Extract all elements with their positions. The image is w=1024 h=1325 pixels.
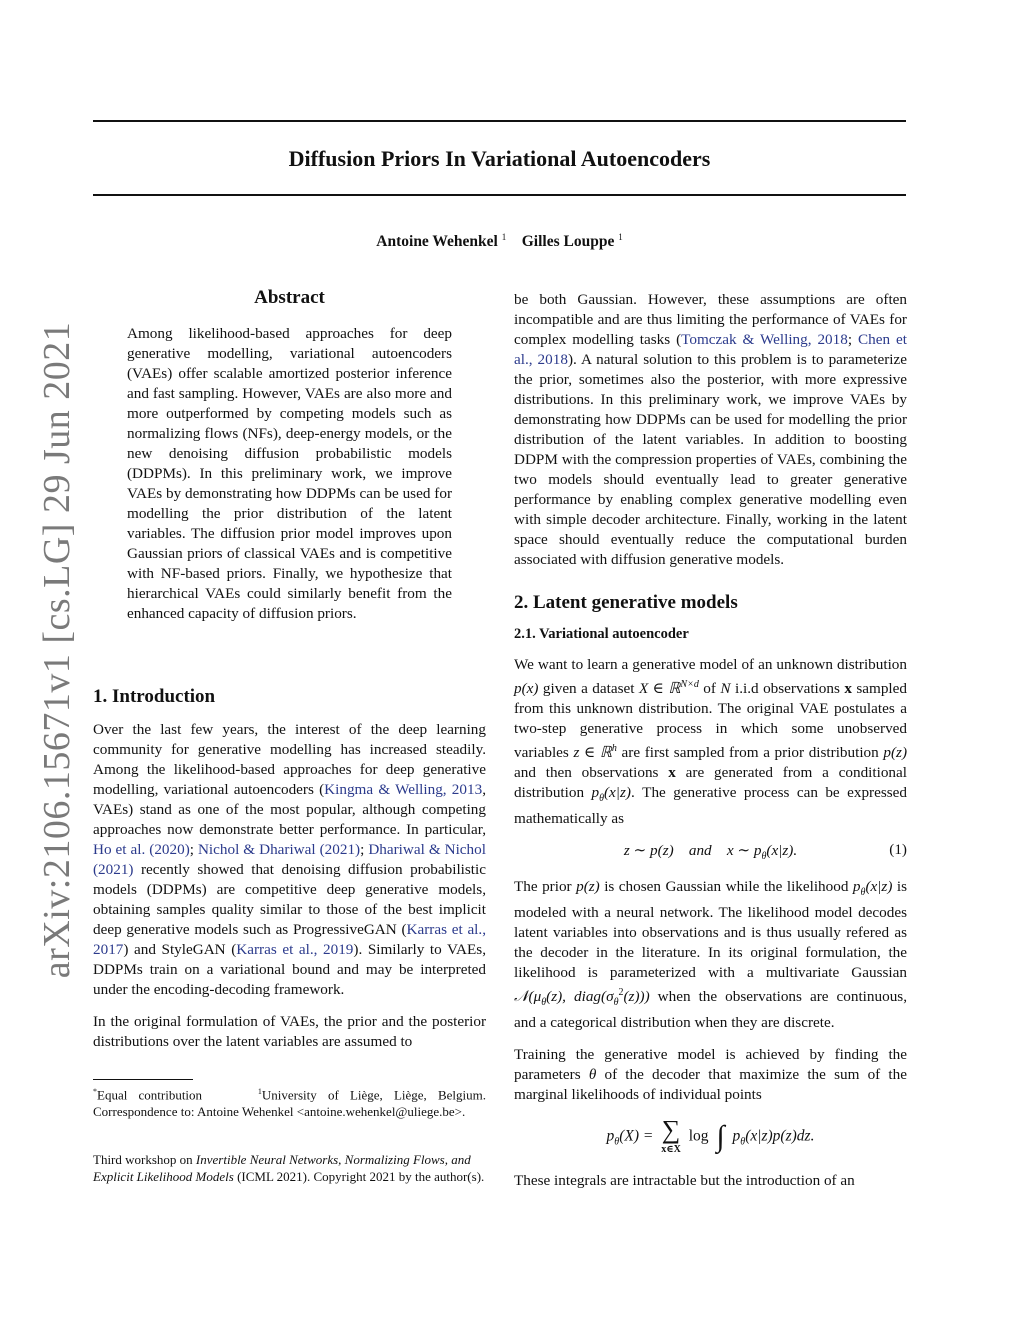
paragraph: These integrals are intractable but the introduction of an [514,1172,855,1190]
paragraph: Over the last few years, the interest of the deep learning community for generative modelling has increased steadily. Among the likelihood-based approaches for deep generative modelling, variational autoencoders (Kingma & Welling, 2013, VAEs) stand as one of the most popular, although competing approaches now demonstrate better performance. In particular, Ho et al. (2020); Nichol & Dhariwal (2021); Dhariwal & Nichol (2021) recently showed that denoising diffusion probabilistic models (DDPMs) are competitive deep generative models, obtaining samples quality similar to those of the best implicit deep generative models such as ProgressiveGAN (Karras et al., 2017) and StyleGAN (Karras et al., 2019). Similarly to VAEs, DDPMs train on a variational bound and may be interpreted under the encoding-decoding framework. [93,721,487,998]
left-column [93,686,486,1064]
paragraph: Training the generative model is achieved by finding the parameters θ of the decoder that maximize the sum of the marginal likelihoods of individual points [514,1046,907,1104]
right-column [514,290,907,1203]
citation-link[interactable]: Nichol & Dhariwal (2021) [197,841,361,858]
section-heading: 2. Latent generative models [514,592,738,613]
citation-link[interactable]: Karras et al., 2017 [93,921,486,958]
author-name: Gilles Louppe [521,233,615,251]
top-rule [93,120,906,122]
author-affiliation: 1 [618,232,623,242]
equation-1: z ∼ p(z) and x ∼ $p_\theta(x|z)$. (1) [623,841,907,863]
abstract-text: Among likelihood-based approaches for deep generative modelling, variational autoencoders (VAEs) offer scalable amortized posterior inference and fast sampling. However, VAEs are also more and more outperformed by competing models such as normalizing flows (NFs), deep-energy models, or the new denoising diffusion probabilistic models (DDPMs). In this preliminary work, we improve VAEs by demonstrating how DDPMs can be used for modelling the prior distribution of the latent variables. The diffusion prior model improves upon Gaussian priors of classical VAEs and is competitive with NF-based priors. Finally, we hypothesize that hierarchical VAEs could similarly benefit from the enhanced capacity of diffusion priors. [127,325,452,622]
abstract-heading: Abstract [254,287,325,308]
citation-link[interactable]: Ho et al. (2020) [93,841,190,858]
citation-link[interactable]: Tomczak & Welling, 2018 [681,331,848,348]
paragraph: In the original formulation of VAEs, the prior and the posterior distributions over the latent variables are assumed to [93,1013,486,1050]
sum-operator: ∑ x∈X [661,1115,681,1156]
subsection-heading: 2.1. Variational autoencoder [514,626,689,642]
footnote: *Equal contribution $^1$University of Liège, Liège, Belgium. Correspondence to: Antoine Wehenkel <antoine.wehenkel@uliege.be>. [93,1087,486,1120]
footnote-rule [93,1079,193,1080]
title-rule [93,194,906,196]
paragraph: We want to learn a generative model of an unknown distribution p(x) given a dataset X ∈ ℝ$^{N\times d}$ of N i.i.d observations x sampled from this unknown distribution. The original VAE postulates a two-step generative process in which some unobserved variables z ∈ ℝ$^h$ are first sampled from a prior distribution p(z) and then observations x are generated from a conditional distribution $p_\theta(x|z)$. The generative process can be expressed mathematically as [514,656,908,828]
equation-number: (1) [889,841,907,859]
citation-link[interactable]: Dhariwal & Nichol (2021) [93,841,486,878]
author-list [93,232,906,251]
integral-operator: ∫ [716,1120,725,1154]
author-name: Antoine Wehenkel [376,233,498,251]
section-heading: 1. Introduction [93,686,216,707]
arxiv-stamp: arXiv:2106.15671v1 [cs.LG] 29 Jun 2021 [36,321,78,979]
paragraph: be both Gaussian. However, these assumptions are often incompatible and are thus limiting the performance of VAEs for complex modelling tasks (Tomczak & Welling, 2018; Chen et al., 2018). A natural solution to this problem is to parameterize the prior, sometimes also the posterior, with more expressive distributions. In this preliminary work, we improve VAEs by demonstrating how DDPMs can be used for modelling the prior distribution of the latent variables. In addition to boosting DDPM with the compression properties of VAEs, combining the two models should eventually lead to greater generative performance by enabling complex generative modelling even with simple decoder architecture. Finally, working in the latent space should eventually reduce the computational burden associated with diffusion generative models. [514,291,907,568]
workshop-note: Third workshop on Invertible Neural Networks, Normalizing Flows, and Explicit Likelihood Models (ICML 2021). Copyright 2021 by the author(s). [93,1152,485,1184]
paper-title: Diffusion Priors In Variational Autoencoders [288,146,711,171]
citation-link[interactable]: Kingma & Welling, 2013 [324,781,483,798]
author-affiliation: 1 [501,232,507,242]
citation-link[interactable]: Karras et al., 2019 [236,941,354,958]
equation-2: $p_\theta(X)$ = ∑ x∈X log ∫ $p_\theta(x|z)p(z)dz$. [606,1115,815,1156]
paragraph: The prior p(z) is chosen Gaussian while the likelihood $p_\theta(x|z)$ is modeled with a neural network. The likelihood model decodes latent variables into observations and is thus usually refered as the decoder in the literature. In its original formulation, the likelihood is parameterized with a multivariate Gaussian $𝒩(\mu_\theta(z)$, $diag(\sigma_\theta^2(z))$) when the observations are continuous, and a categorical distribution when they are discrete. [514,878,907,1032]
citation-link[interactable]: Chen et al., 2018 [514,331,907,368]
